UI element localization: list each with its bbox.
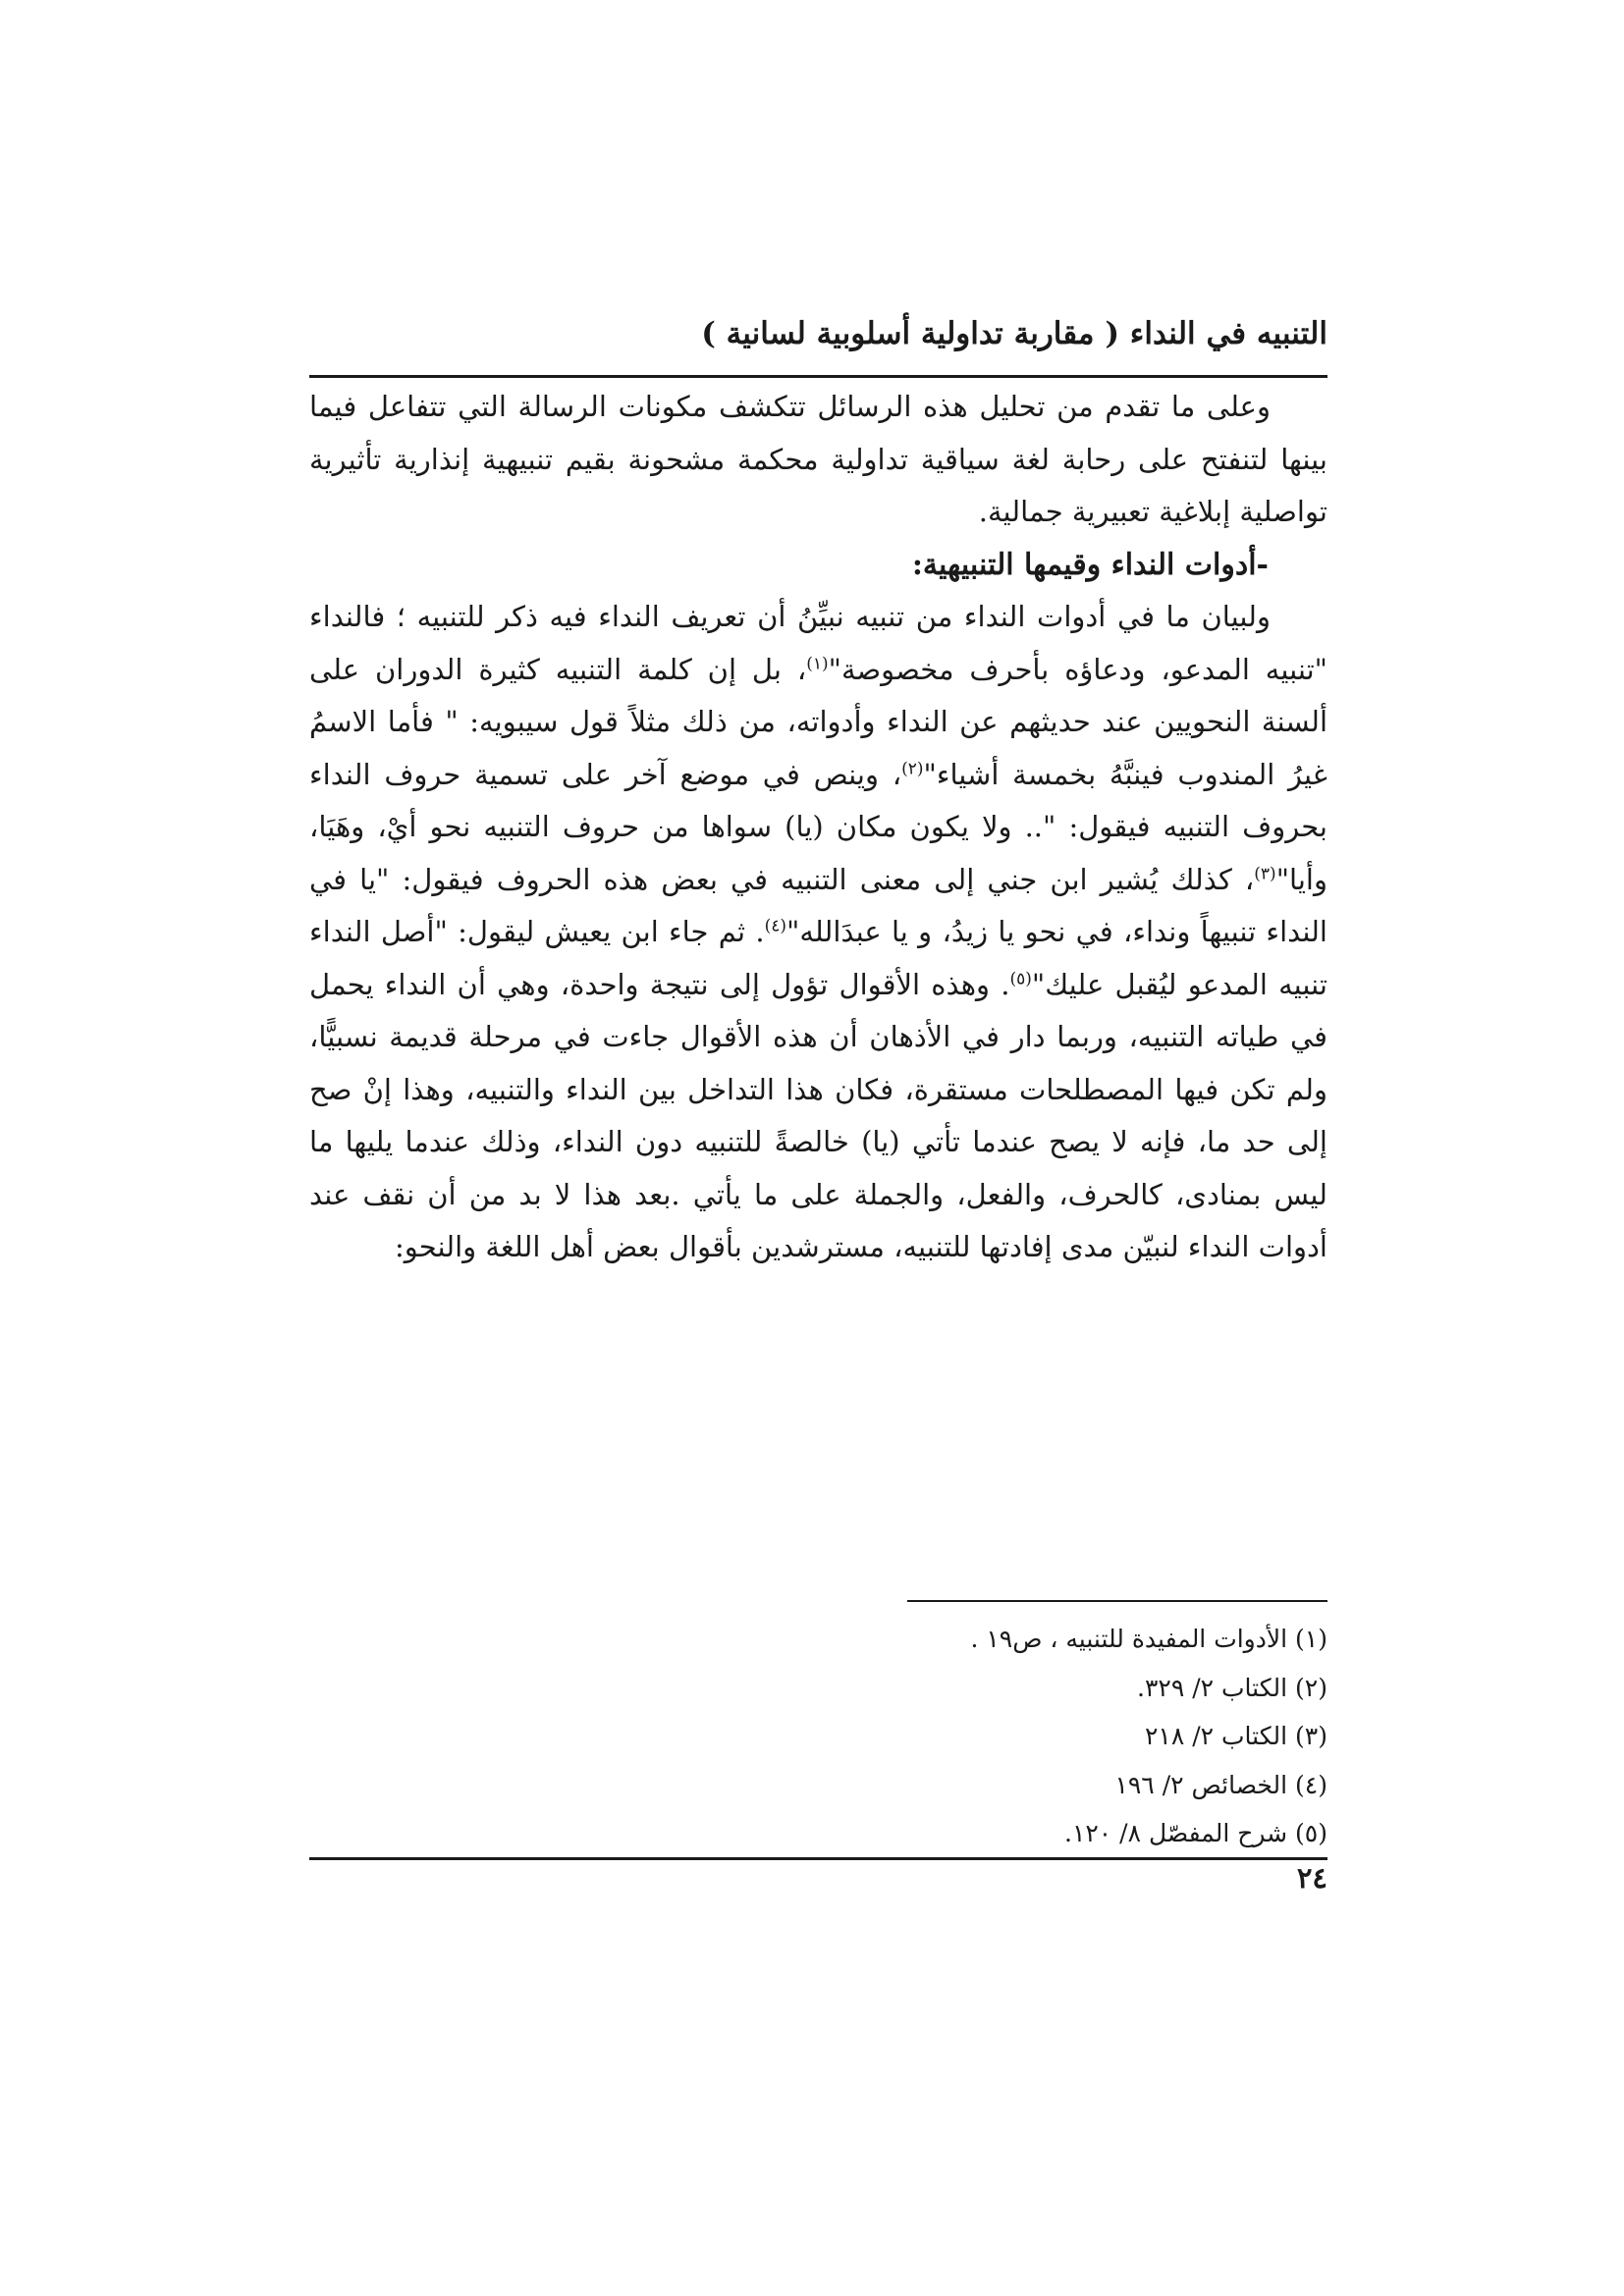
footnote-separator [907, 1600, 1327, 1602]
footnote-ref-4: (٤) [764, 916, 787, 936]
paragraph-2-part-4: ، كذلك يُشير ابن جني إلى معنى التنبيه في بعض هذه الحروف فيقول: "يا في النداء تنبيهاً ونداء، في نحو يا زيدُ، و يا عبدَالله" [309, 862, 1327, 948]
paragraph-2-part-1: ولبيان ما في أدوات النداء من تنبيه نبيِّنُ أن تعريف النداء فيه ذكر للتنبيه ؛ فالنداء "تنبيه المدعو، ودعاؤه بأحرف مخصوصة" [309, 600, 1327, 686]
footnote-ref-3: (٣) [1254, 863, 1276, 883]
footnote-ref-5: (٥) [1009, 968, 1032, 988]
paragraph-2 [309, 591, 1327, 1274]
footer-rule [309, 1857, 1327, 1860]
paragraph-2-part-6: . وهذه الأقوال تؤول إلى نتيجة واحدة، وهي أن النداء يحمل في طياته التنبيه، وربما دار في الأذهان أن هذه الأقوال جاءت في مرحلة قديمة نسبيًّا، ولم تكن فيها المصطلحات مستقرة، فكان هذا التداخل بين النداء والتنبيه، وهذا إنْ صح إلى حد ما، فإنه لا يصح عندما تأتي (يا) خالصةً للتنبيه دون النداء، وذلك عندما يليها ما ليس بمنادى، كالحرف، والفعل، والجملة على ما يأتي .بعد هذا لا بد من أن نقف عند أدوات النداء لنبيّن مدى إفادتها للتنبيه، مسترشدين بأقوال بعض أهل اللغة والنحو: [309, 967, 1327, 1263]
paragraph-2-part-2: ، بل إن كلمة التنبيه كثيرة الدوران على ألسنة النحويين عند حديثهم عن النداء وأدواته، من ذلك مثلاً قول سيبويه: " فأما الاسمُ غيرُ المندوب فينبَّهُ بخمسة أشياء" [309, 652, 1327, 791]
footnote-5: (٥) شرح المفصّل ٨/ ١٢٠. [1063, 1819, 1327, 1847]
header-rule [309, 375, 1327, 378]
footnote-1: (١) الأدوات المفيدة للتنبيه ، ص١٩ . [970, 1625, 1327, 1653]
footnotes [309, 1615, 1327, 1858]
paragraph-1: وعلى ما تقدم من تحليل هذه الرسائل تتكشف مكونات الرسالة التي تتفاعل فيما بينها لتنفتح على رحابة لغة سياقية تداولية محكمة مشحونة بقيم تنبيهية إنذارية تأثيرية تواصلية إبلاغية تعبيرية جمالية. [309, 390, 1327, 528]
section-heading: -أدوات النداء وقيمها التنبيهية: [911, 547, 1269, 582]
paragraph-2-part-3: ، وينص في موضع آخر على تسمية حروف النداء بحروف التنبيه فيقول: ".. ولا يكون مكان (يا) سواها من حروف التنبيه نحو أيْ، وهَيَا، وأيا" [309, 757, 1327, 896]
body-text [309, 381, 1327, 1274]
footnote-4: (٤) الخصائص ٢/ ١٩٦ [1114, 1770, 1327, 1799]
document-page [309, 312, 1327, 1902]
paragraph-2-part-5: . ثم جاء ابن يعيش ليقول: "أصل النداء تنبيه المدعو ليُقبل عليك" [309, 915, 1327, 1001]
page-number: ٢٤ [1296, 1861, 1327, 1895]
footnote-2: (٢) الكتاب ٢/ ٣٢٩. [1137, 1673, 1327, 1702]
footnote-ref-2: (٢) [901, 758, 924, 778]
footnote-ref-1: (١) [806, 653, 829, 673]
running-header: التنبيه في النداء ( مقاربة تداولية أسلوبية لسانية ) [701, 316, 1327, 351]
footnote-3: (٣) الكتاب ٢/ ٢١٨ [1144, 1722, 1327, 1750]
